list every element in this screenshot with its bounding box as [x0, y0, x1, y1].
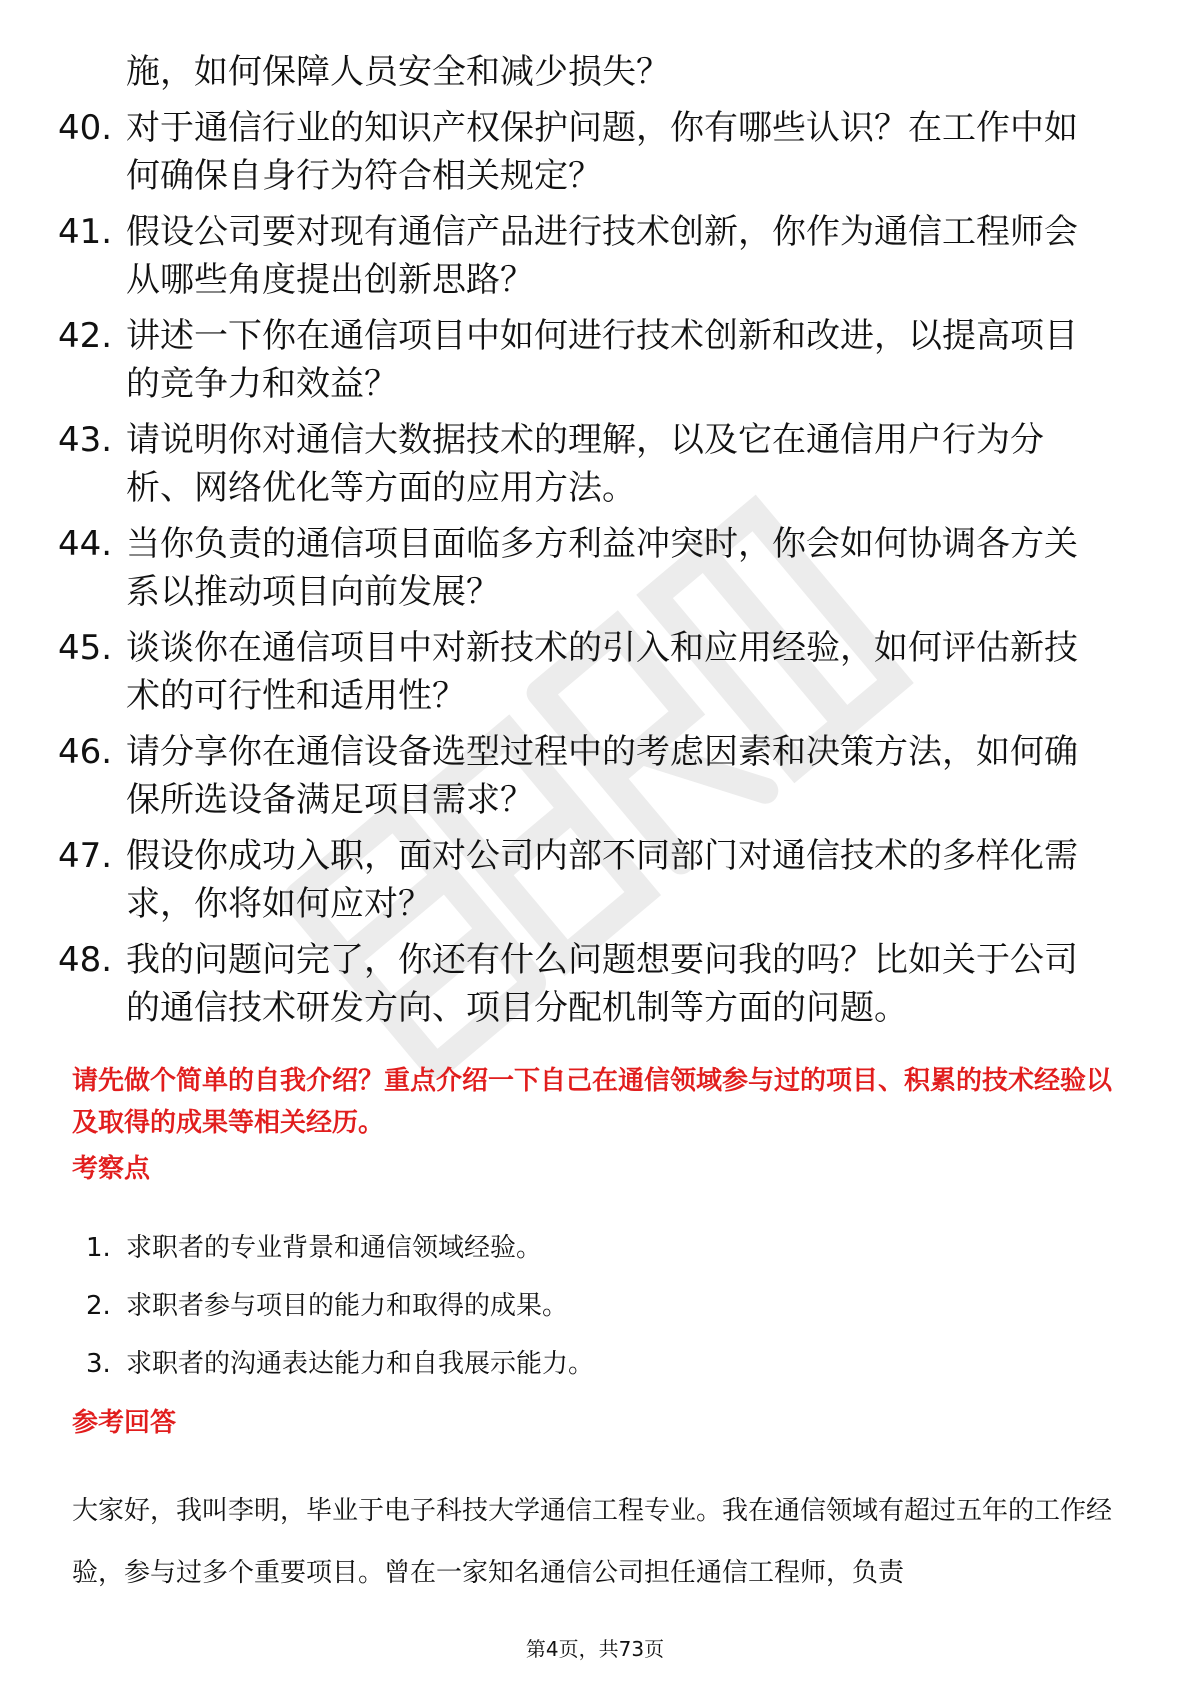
question-text: 当你负责的通信项目面临多方利益冲突时，你会如何协调各方关系以推动项目向前发展？ [126, 524, 1078, 612]
point-item [0, 1228, 1190, 1268]
question-item [0, 728, 1190, 824]
question-item [0, 312, 1190, 408]
point-number: 2. [86, 1291, 111, 1321]
question-text: 假设公司要对现有通信产品进行技术创新，你作为通信工程师会从哪些角度提出创新思路？ [126, 212, 1078, 300]
intro-question: 请先做个简单的自我介绍？重点介绍一下自己在通信领域参与过的项目、积累的技术经验以及取得的成果等相关经历。 [72, 1066, 1113, 1138]
point-number: 1. [86, 1233, 111, 1263]
question-text: 谈谈你在通信项目中对新技术的引入和应用经验，如何评估新技术的可行性和适用性？ [126, 628, 1078, 716]
question-text: 假设你成功入职，面对公司内部不同部门对通信技术的多样化需求，你将如何应对？ [126, 836, 1078, 924]
question-number: 48. [58, 940, 113, 980]
point-text: 求职者的沟通表达能力和自我展示能力。 [126, 1349, 595, 1379]
question-item [0, 48, 1190, 96]
point-text: 求职者参与项目的能力和取得的成果。 [126, 1291, 569, 1321]
question-number: 42. [58, 316, 113, 356]
question-text: 施，如何保障人员安全和减少损失？ [126, 52, 670, 92]
question-number: 41. [58, 212, 113, 252]
point-number: 3. [86, 1349, 111, 1379]
question-text: 请分享你在通信设备选型过程中的考虑因素和决策方法，如何确保所选设备满足项目需求？ [126, 732, 1078, 820]
question-number: 44. [58, 524, 113, 564]
question-text: 请说明你对通信大数据技术的理解，以及它在通信用户行为分析、网络优化等方面的应用方法。 [126, 420, 1044, 508]
answer-section-title: 参考回答 [72, 1408, 177, 1438]
question-text: 对于通信行业的知识产权保护问题，你有哪些认识？在工作中如何确保自身行为符合相关规定？ [126, 108, 1078, 196]
point-item [0, 1286, 1190, 1326]
question-text: 我的问题问完了，你还有什么问题想要问我的吗？比如关于公司的通信技术研发方向、项目分配机制等方面的问题。 [126, 940, 1078, 1028]
question-item [0, 520, 1190, 616]
question-number: 46. [58, 732, 113, 772]
question-item [0, 104, 1190, 200]
points-list [0, 1228, 1190, 1402]
question-item [0, 832, 1190, 928]
point-item [0, 1344, 1190, 1384]
question-item [0, 416, 1190, 512]
question-item [0, 208, 1190, 304]
question-number: 47. [58, 836, 113, 876]
question-number: 45. [58, 628, 113, 668]
points-section-title: 考察点 [72, 1154, 151, 1184]
page-footer: 第4页，共73页 [525, 1637, 665, 1661]
question-list [0, 48, 1190, 1040]
question-number: 43. [58, 420, 113, 460]
question-text: 讲述一下你在通信项目中如何进行技术创新和改进，以提高项目的竞争力和效益？ [126, 316, 1078, 404]
question-item [0, 624, 1190, 720]
question-item [0, 936, 1190, 1032]
question-number: 40. [58, 108, 113, 148]
point-text: 求职者的专业背景和通信领域经验。 [126, 1233, 543, 1263]
answer-paragraph: 大家好，我叫李明，毕业于电子科技大学通信工程专业。我在通信领域有超过五年的工作经验，参与过多个重要项目。曾在一家知名通信公司担任通信工程师，负责 [72, 1496, 1113, 1588]
